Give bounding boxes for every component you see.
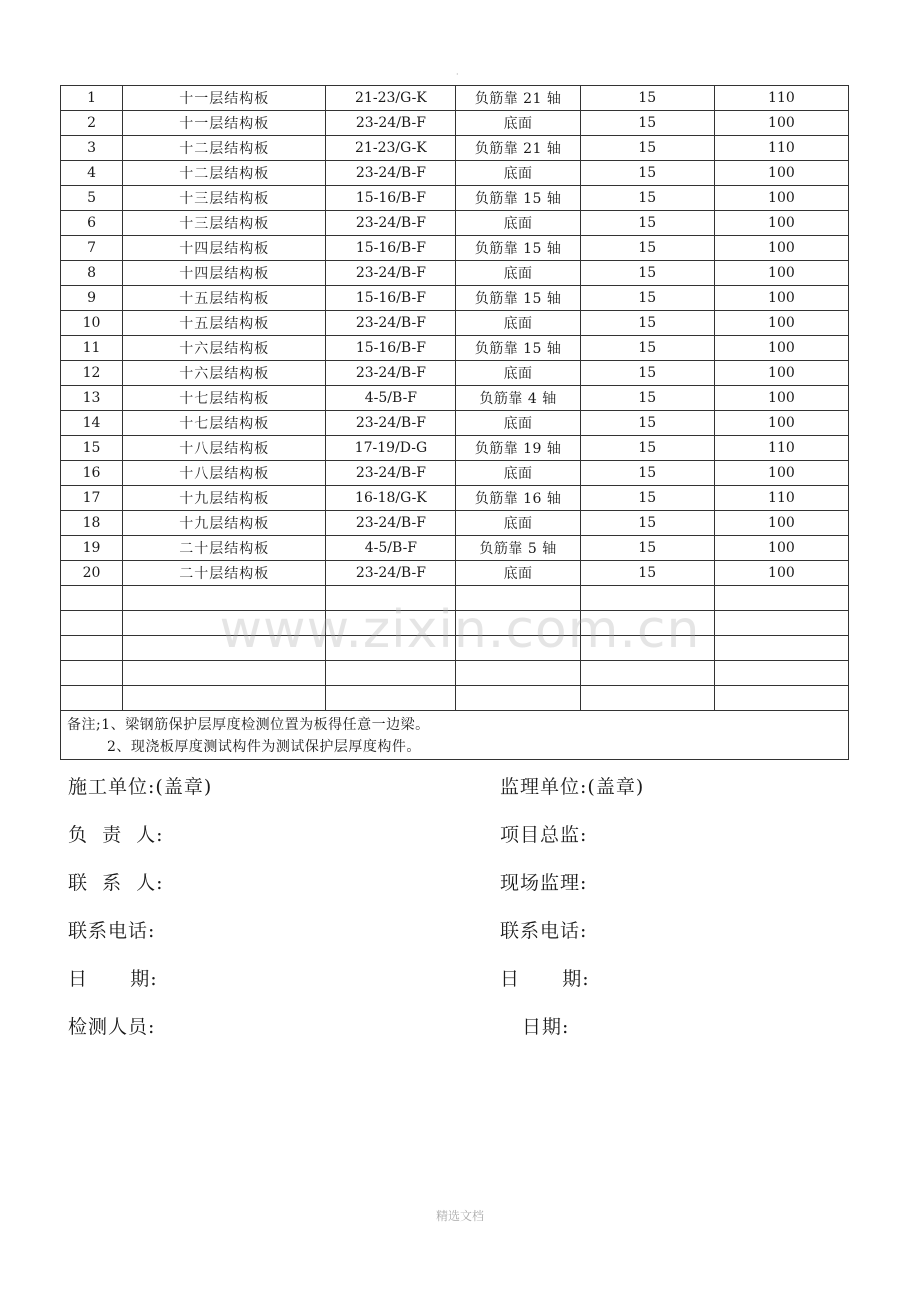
position-cell: 底面 [456,411,580,436]
member-cell: 十二层结构板 [123,136,326,161]
location-cell: 15-16/B-F [326,286,456,311]
position-cell: 底面 [456,311,580,336]
slab-thickness-cell: 100 [714,461,848,486]
slab-thickness-cell: 110 [714,86,848,111]
slab-thickness-cell: 100 [714,111,848,136]
cover-thickness-cell: 15 [580,361,714,386]
table-row [61,386,849,411]
slab-thickness-cell: 100 [714,361,848,386]
member-cell: 十一层结构板 [123,86,326,111]
empty-cell [456,636,580,661]
position-cell: 负筋靠 19 轴 [456,436,580,461]
date-short-label-right: 日期: [522,1016,570,1038]
position-cell: 底面 [456,511,580,536]
position-cell: 底面 [456,561,580,586]
table-row [61,336,849,361]
table-row [61,486,849,511]
notes-row [61,711,849,760]
empty-cell [456,611,580,636]
slab-thickness-cell: 100 [714,511,848,536]
row-number-cell: 11 [61,336,123,361]
location-cell: 23-24/B-F [326,261,456,286]
cover-thickness-cell: 15 [580,561,714,586]
cover-thickness-cell: 15 [580,336,714,361]
inspector-label-left: 检测人员: [68,1016,156,1038]
empty-cell [714,586,848,611]
empty-cell [123,686,326,711]
position-cell: 负筋靠 5 轴 [456,536,580,561]
slab-thickness-cell: 100 [714,236,848,261]
watermark: www.zixin.com.cn [219,600,701,660]
slab-thickness-cell: 100 [714,386,848,411]
location-cell: 4-5/B-F [326,536,456,561]
position-cell: 负筋靠 15 轴 [456,286,580,311]
location-cell: 17-19/D-G [326,436,456,461]
empty-cell [326,686,456,711]
row-number-cell: 9 [61,286,123,311]
empty-cell [456,661,580,686]
inspection-table [60,85,849,760]
row-number-cell: 5 [61,186,123,211]
slab-thickness-cell: 100 [714,561,848,586]
row-number-cell: 20 [61,561,123,586]
row-number-cell: 18 [61,511,123,536]
date-label-right: 日 期: [500,968,590,990]
row-number-cell: 19 [61,536,123,561]
empty-cell [61,661,123,686]
table-row [61,261,849,286]
member-cell: 十八层结构板 [123,436,326,461]
empty-table-row [61,636,849,661]
member-cell: 十一层结构板 [123,111,326,136]
member-cell: 十二层结构板 [123,161,326,186]
empty-cell [580,686,714,711]
slab-thickness-cell: 110 [714,486,848,511]
cover-thickness-cell: 15 [580,386,714,411]
position-cell: 负筋靠 4 轴 [456,386,580,411]
row-number-cell: 17 [61,486,123,511]
row-number-cell: 10 [61,311,123,336]
slab-thickness-cell: 100 [714,536,848,561]
slab-thickness-cell: 100 [714,286,848,311]
table-row [61,286,849,311]
member-cell: 十八层结构板 [123,461,326,486]
member-cell: 十五层结构板 [123,286,326,311]
slab-thickness-cell: 100 [714,211,848,236]
cover-thickness-cell: 15 [580,111,714,136]
contact-phone-label-left: 联系电话: [68,920,156,942]
slab-thickness-cell: 110 [714,436,848,461]
note-line-1: 备注;1、梁钢筋保护层厚度检测位置为板得任意一边梁。 [67,717,430,733]
supervision-unit-label-right: 监理单位:(盖章) [500,776,645,798]
table-row [61,561,849,586]
cover-thickness-cell: 15 [580,86,714,111]
row-number-cell: 6 [61,211,123,236]
empty-cell [123,611,326,636]
empty-cell [123,636,326,661]
table-row [61,186,849,211]
empty-cell [326,586,456,611]
row-number-cell: 16 [61,461,123,486]
position-cell: 底面 [456,211,580,236]
position-cell: 负筋靠 15 轴 [456,336,580,361]
cover-thickness-cell: 15 [580,461,714,486]
footer-note: 精选文档 [435,1209,484,1223]
cover-thickness-cell: 15 [580,411,714,436]
row-number-cell: 1 [61,86,123,111]
row-number-cell: 2 [61,111,123,136]
top-margin-dot: · [456,70,459,79]
cover-thickness-cell: 15 [580,436,714,461]
member-cell: 二十层结构板 [123,561,326,586]
table-body [61,86,849,760]
position-cell: 负筋靠 16 轴 [456,486,580,511]
location-cell: 15-16/B-F [326,236,456,261]
empty-table-row [61,611,849,636]
empty-cell [326,611,456,636]
row-number-cell: 8 [61,261,123,286]
note-line-2: 2、现浇板厚度测试构件为测试保护层厚度构件。 [107,739,421,755]
member-cell: 十九层结构板 [123,511,326,536]
member-cell: 十六层结构板 [123,336,326,361]
member-cell: 十七层结构板 [123,411,326,436]
empty-cell [714,686,848,711]
member-cell: 十四层结构板 [123,261,326,286]
member-cell: 十四层结构板 [123,236,326,261]
empty-table-row [61,661,849,686]
contact-person-label-left: 联 系 人: [68,872,164,894]
cover-thickness-cell: 15 [580,311,714,336]
empty-cell [456,586,580,611]
position-cell: 负筋靠 15 轴 [456,186,580,211]
position-cell: 底面 [456,261,580,286]
row-number-cell: 13 [61,386,123,411]
table-row [61,436,849,461]
slab-thickness-cell: 100 [714,186,848,211]
row-number-cell: 3 [61,136,123,161]
member-cell: 二十层结构板 [123,536,326,561]
cover-thickness-cell: 15 [580,286,714,311]
table-row [61,411,849,436]
location-cell: 15-16/B-F [326,336,456,361]
position-cell: 底面 [456,111,580,136]
position-cell: 底面 [456,461,580,486]
location-cell: 23-24/B-F [326,161,456,186]
row-number-cell: 4 [61,161,123,186]
location-cell: 23-24/B-F [326,311,456,336]
slab-thickness-cell: 110 [714,136,848,161]
slab-thickness-cell: 100 [714,311,848,336]
empty-cell [714,661,848,686]
cover-thickness-cell: 15 [580,136,714,161]
slab-thickness-cell: 100 [714,336,848,361]
empty-cell [61,586,123,611]
location-cell: 15-16/B-F [326,186,456,211]
site-supervisor-label-right: 现场监理: [500,872,588,894]
row-number-cell: 15 [61,436,123,461]
empty-table-row [61,686,849,711]
slab-thickness-cell: 100 [714,261,848,286]
empty-cell [61,611,123,636]
empty-cell [123,586,326,611]
construction-unit-label-left: 施工单位:(盖章) [68,776,213,798]
location-cell: 23-24/B-F [326,361,456,386]
member-cell: 十五层结构板 [123,311,326,336]
empty-cell [326,661,456,686]
cover-thickness-cell: 15 [580,161,714,186]
row-number-cell: 12 [61,361,123,386]
location-cell: 23-24/B-F [326,111,456,136]
empty-cell [123,661,326,686]
member-cell: 十六层结构板 [123,361,326,386]
notes-cell [61,711,849,760]
location-cell: 21-23/G-K [326,136,456,161]
empty-cell [61,686,123,711]
slab-thickness-cell: 100 [714,161,848,186]
date-label-left: 日 期: [68,968,158,990]
member-cell: 十九层结构板 [123,486,326,511]
empty-cell [61,636,123,661]
cover-thickness-cell: 15 [580,536,714,561]
person-in-charge-label-left: 负 责 人: [68,824,164,846]
table-row [61,86,849,111]
row-number-cell: 14 [61,411,123,436]
position-cell: 负筋靠 21 轴 [456,86,580,111]
empty-cell [326,636,456,661]
table-row [61,361,849,386]
cover-thickness-cell: 15 [580,186,714,211]
table-row [61,161,849,186]
empty-cell [580,586,714,611]
row-number-cell: 7 [61,236,123,261]
location-cell: 4-5/B-F [326,386,456,411]
cover-thickness-cell: 15 [580,236,714,261]
member-cell: 十七层结构板 [123,386,326,411]
position-cell: 底面 [456,361,580,386]
table-row [61,536,849,561]
empty-cell [456,686,580,711]
slab-thickness-cell: 100 [714,411,848,436]
table-row [61,511,849,536]
position-cell: 底面 [456,161,580,186]
location-cell: 23-24/B-F [326,211,456,236]
empty-cell [580,661,714,686]
empty-cell [580,611,714,636]
member-cell: 十三层结构板 [123,186,326,211]
table-row [61,136,849,161]
empty-cell [580,636,714,661]
table-row [61,211,849,236]
location-cell: 21-23/G-K [326,86,456,111]
position-cell: 负筋靠 21 轴 [456,136,580,161]
location-cell: 23-24/B-F [326,411,456,436]
table-row [61,461,849,486]
contact-phone-label-right: 联系电话: [500,920,588,942]
position-cell: 负筋靠 15 轴 [456,236,580,261]
table-row [61,111,849,136]
location-cell: 23-24/B-F [326,511,456,536]
cover-thickness-cell: 15 [580,486,714,511]
empty-cell [714,611,848,636]
cover-thickness-cell: 15 [580,211,714,236]
empty-cell [714,636,848,661]
empty-table-row [61,586,849,611]
cover-thickness-cell: 15 [580,261,714,286]
cover-thickness-cell: 15 [580,511,714,536]
table-row [61,311,849,336]
chief-supervisor-label-right: 项目总监: [500,824,588,846]
location-cell: 16-18/G-K [326,486,456,511]
member-cell: 十三层结构板 [123,211,326,236]
location-cell: 23-24/B-F [326,461,456,486]
location-cell: 23-24/B-F [326,561,456,586]
table-row [61,236,849,261]
